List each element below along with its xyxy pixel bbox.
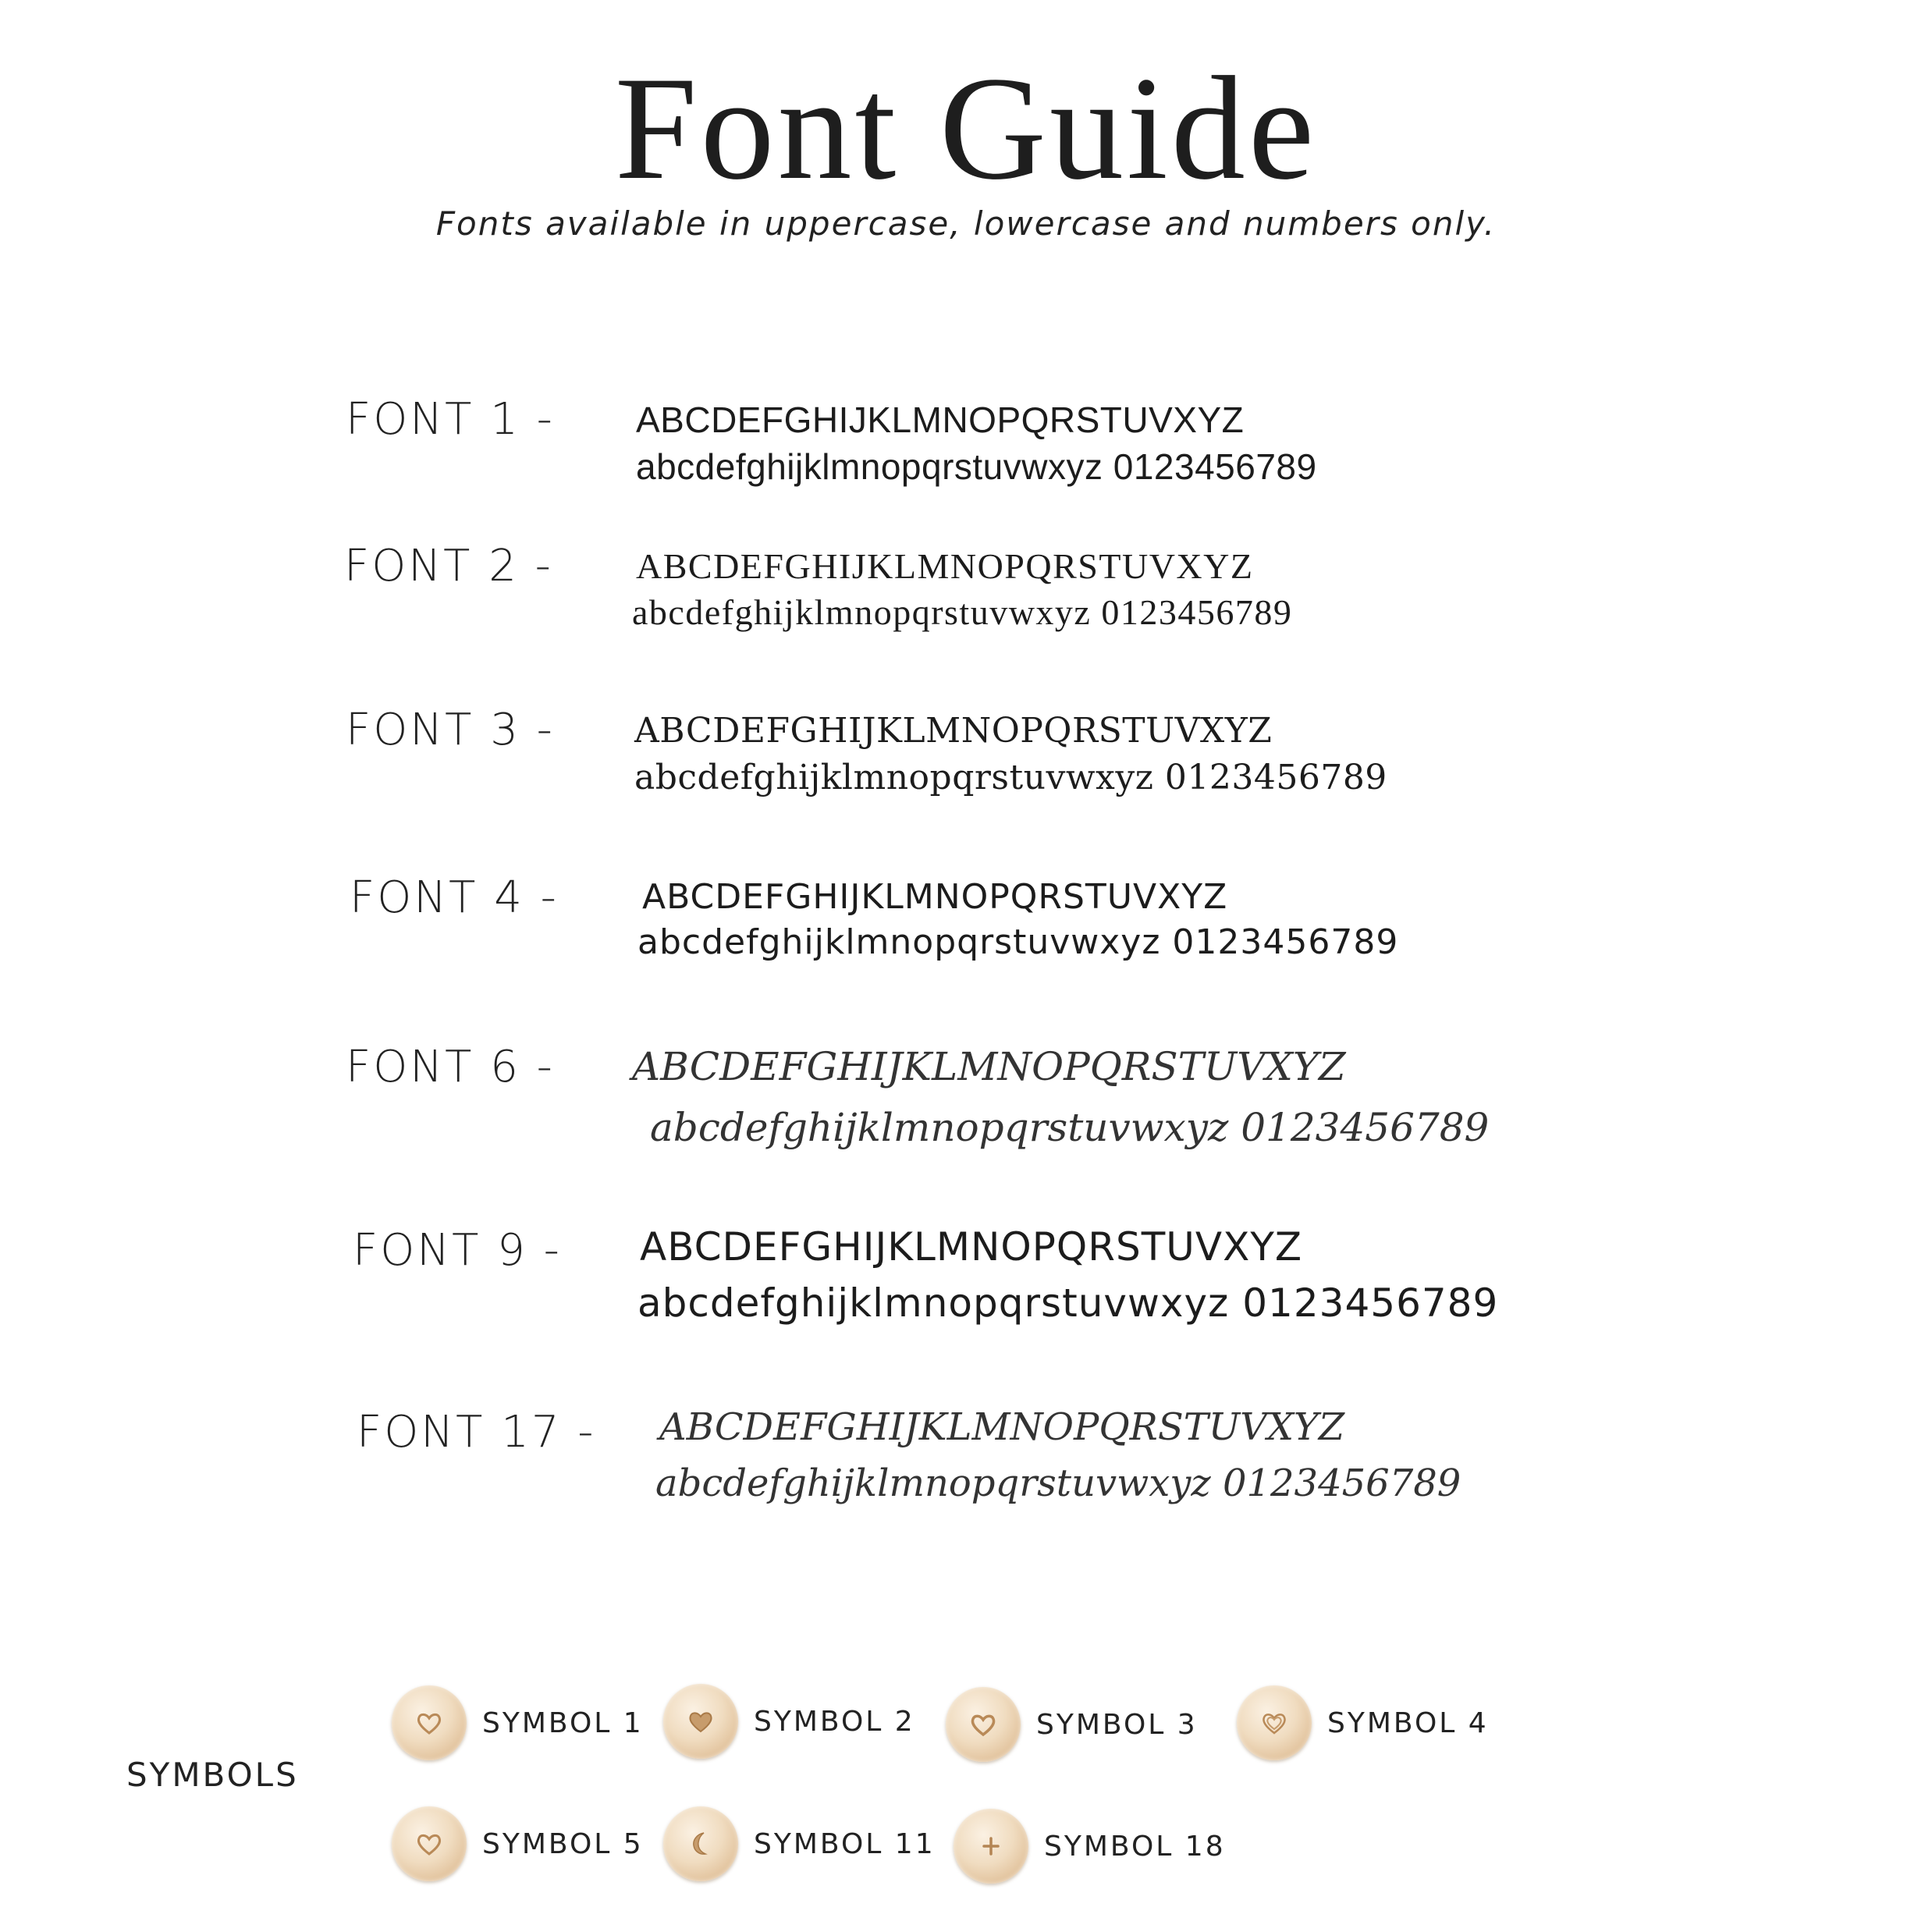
- symbol-11-label: SYMBOL 11: [754, 1827, 936, 1860]
- font-17-label: FONT 17 -: [357, 1407, 596, 1458]
- font-17-uppercase-sample: ABCDEFGHIJKLMNOPQRSTUVXYZ: [659, 1405, 1345, 1449]
- cross-icon: [954, 1809, 1028, 1884]
- font-3-lowercase-sample: abcdefghijklmnopqrstuvwxyz 0123456789: [634, 758, 1387, 797]
- font-4-label: FONT 4 -: [350, 872, 559, 923]
- font-2-lowercase-sample: abcdefghijklmnopqrstuvwxyz 0123456789: [632, 592, 1293, 632]
- symbol-18: [954, 1809, 1226, 1884]
- symbol-2-label: SYMBOL 2: [754, 1705, 915, 1738]
- symbol-5-label: SYMBOL 5: [482, 1827, 644, 1860]
- heart-outline-icon: [392, 1685, 467, 1760]
- heart-solid-icon: [663, 1684, 738, 1759]
- font-6-lowercase-sample: abcdefghijklmnopqrstuvwxyz 0123456789: [650, 1105, 1490, 1150]
- heart-outline-icon: [392, 1806, 467, 1881]
- font-6-uppercase-sample: ABCDEFGHIJKLMNOPQRSTUVXYZ: [632, 1044, 1346, 1089]
- symbol-3-label: SYMBOL 3: [1036, 1708, 1198, 1741]
- symbol-1: [392, 1685, 644, 1760]
- font-1-uppercase-sample: ABCDEFGHIJKLMNOPQRSTUVXYZ: [636, 400, 1245, 440]
- font-9-lowercase-sample: abcdefghijklmnopqrstuvwxyz 0123456789: [637, 1280, 1499, 1326]
- symbol-5: [392, 1806, 644, 1881]
- symbol-11: [663, 1806, 936, 1881]
- symbol-2: [663, 1684, 915, 1759]
- font-9-uppercase-sample: ABCDEFGHIJKLMNOPQRSTUVXYZ: [640, 1224, 1303, 1270]
- font-3-label: FONT 3 -: [346, 705, 555, 755]
- symbol-18-label: SYMBOL 18: [1044, 1830, 1226, 1863]
- font-3-uppercase-sample: ABCDEFGHIJKLMNOPQRSTUVXYZ: [634, 711, 1273, 751]
- font-2-uppercase-sample: ABCDEFGHIJKLMNOPQRSTUVXYZ: [636, 546, 1254, 586]
- font-4-uppercase-sample: ABCDEFGHIJKLMNOPQRSTUVXYZ: [642, 877, 1228, 917]
- font-17-lowercase-sample: abcdefghijklmnopqrstuvwxyz 0123456789: [655, 1461, 1461, 1505]
- heart-outline-icon: [946, 1687, 1021, 1762]
- heart-double-icon: [1237, 1685, 1312, 1760]
- symbol-4: [1237, 1685, 1489, 1760]
- font-1-label: FONT 1 -: [346, 394, 555, 445]
- symbol-3: [946, 1687, 1198, 1762]
- font-2-label: FONT 2 -: [344, 541, 553, 591]
- font-4-lowercase-sample: abcdefghijklmnopqrstuvwxyz 0123456789: [637, 922, 1399, 962]
- font-1-lowercase-sample: abcdefghijklmnopqrstuvwxyz 0123456789: [636, 446, 1317, 487]
- moon-icon: [663, 1806, 738, 1881]
- symbol-4-label: SYMBOL 4: [1327, 1706, 1489, 1739]
- font-9-label: FONT 9 -: [353, 1225, 562, 1276]
- page-subtitle: Fonts available in uppercase, lowercase and numbers only.: [435, 204, 1497, 243]
- page-title: Font Guide: [614, 47, 1318, 211]
- font-6-label: FONT 6 -: [346, 1042, 555, 1092]
- symbols-section-label: SYMBOLS: [126, 1756, 299, 1794]
- symbol-1-label: SYMBOL 1: [482, 1706, 644, 1739]
